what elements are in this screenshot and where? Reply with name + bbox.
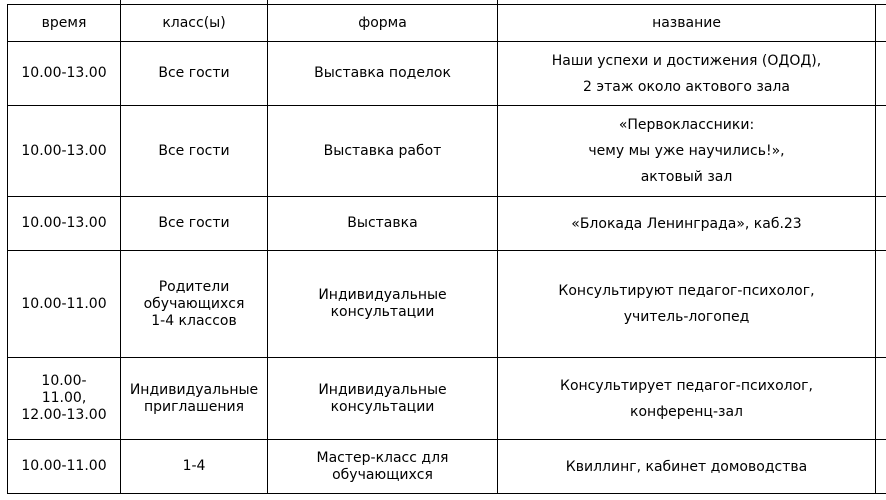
time-cell: 10.00-13.00 [8, 106, 121, 197]
time-cell: 10.00- 11.00, 12.00-13.00 [8, 358, 121, 440]
table-row [8, 197, 886, 251]
classes-cell: Все гости [121, 106, 268, 197]
time-cell: 10.00-13.00 [8, 42, 121, 106]
extra-cell [876, 197, 886, 251]
time-cell: 10.00-13.00 [8, 197, 121, 251]
extra-cell [876, 358, 886, 440]
header-extra-column [876, 5, 886, 42]
name-cell: «Первоклассники: чему мы уже научились!», актовый зал [498, 106, 876, 197]
table-row [8, 358, 886, 440]
header-row [8, 5, 886, 42]
form-cell: Индивидуальные консультации [268, 358, 498, 440]
time-cell: 10.00-11.00 [8, 251, 121, 358]
header-classes: класс(ы) [121, 5, 268, 42]
name-cell: «Блокада Ленинграда», каб.23 [498, 197, 876, 251]
time-cell: 10.00-11.00 [8, 440, 121, 494]
classes-cell: Все гости [121, 197, 268, 251]
form-cell: Мастер-класс для обучающихся [268, 440, 498, 494]
form-cell: Индивидуальные консультации [268, 251, 498, 358]
name-cell: Наши успехи и достижения (ОДОД), 2 этаж около актового зала [498, 42, 876, 106]
classes-cell: 1-4 [121, 440, 268, 494]
classes-cell: Все гости [121, 42, 268, 106]
table-row [8, 251, 886, 358]
name-cell: Квиллинг, кабинет домоводства [498, 440, 876, 494]
classes-cell: Индивидуальные приглашения [121, 358, 268, 440]
table-row [8, 106, 886, 197]
form-cell: Выставка поделок [268, 42, 498, 106]
table-row [8, 440, 886, 494]
form-cell: Выставка работ [268, 106, 498, 197]
classes-cell: Родители обучающихся 1-4 классов [121, 251, 268, 358]
name-cell: Консультируют педагог-психолог, учитель-логопед [498, 251, 876, 358]
form-cell: Выставка [268, 197, 498, 251]
extra-cell [876, 440, 886, 494]
header-time: время [8, 5, 121, 42]
extra-cell [876, 42, 886, 106]
schedule-table [7, 4, 886, 494]
header-name: название [498, 5, 876, 42]
extra-cell [876, 106, 886, 197]
name-cell: Консультирует педагог-психолог, конференц-зал [498, 358, 876, 440]
extra-cell [876, 251, 886, 358]
header-form: форма [268, 5, 498, 42]
table-row [8, 42, 886, 106]
